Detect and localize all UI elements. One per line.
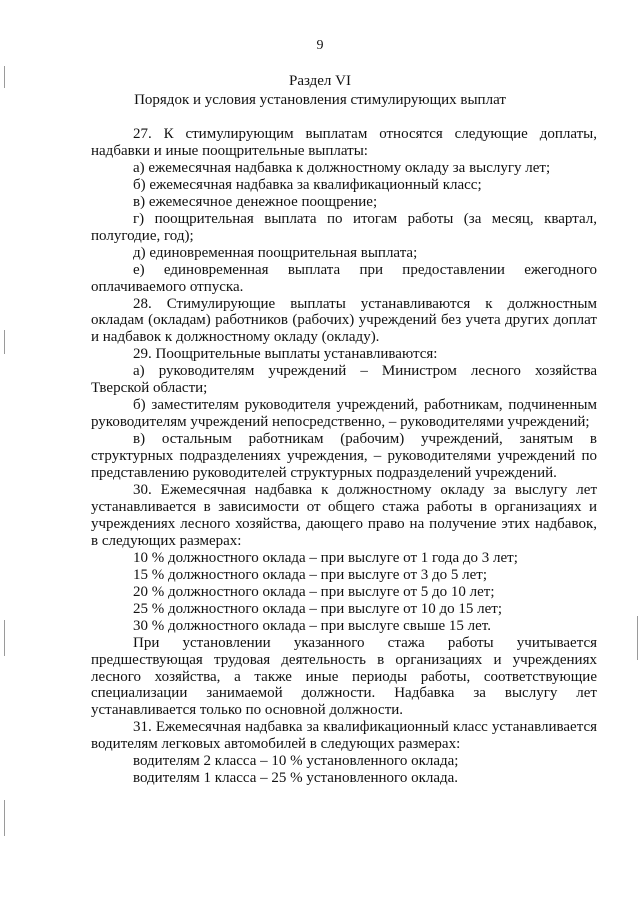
document-body [91,126,597,787]
list-item-27a: а) ежемесячная надбавка к должностному окладу за выслугу лет; [133,159,551,176]
scan-edge-mark [4,330,5,354]
list-item-29c: в) остальным работникам (рабочим) учреждений, занятым в структурных подразделениях учреждения, – руководителями учреждений по представлению руководителей структурных подразделений учреждений. [91,431,597,482]
paragraph-31: 31. Ежемесячная надбавка за квалификационный класс устанавливается водителям легковых автомобилей в следующих размерах: [91,719,597,753]
scan-edge-mark [4,620,5,656]
paragraph-29: 29. Поощрительные выплаты устанавливаются: [133,346,438,363]
driver-rate-1: водителям 2 класса – 10 % установленного оклада; [133,753,459,770]
list-item-27b: б) ежемесячная надбавка за квалификационный класс; [133,176,482,193]
list-item-27c: в) ежемесячное денежное поощрение; [133,193,378,210]
paragraph-27: 27. К стимулирующим выплатам относятся следующие доплаты, надбавки и иные поощрительные выплаты: [91,126,597,159]
paragraph-30-note: При установлении указанного стажа работы учитывается предшествующая трудовая деятельность в организациях и учреждениях лесного хозяйства, а также иные периоды работы, соответствующие специализации занимаемой должности. Надбавка за выслугу лет устанавливается только по основной должности. [91,634,597,719]
section-title: Раздел VI [288,73,351,89]
list-item-27f: е) единовременная выплата при предоставлении ежегодного оплачиваемого отпуска. [91,261,597,295]
page-number: 9 [316,38,324,53]
driver-rate-2: водителям 1 класса – 25 % установленного оклада. [133,770,459,787]
scan-edge-mark [4,800,5,836]
scan-edge-mark [4,66,5,88]
paragraph-30: 30. Ежемесячная надбавка к должностному окладу за выслугу лет устанавливается в зависимости от общего стажа работы в организациях и учреждениях лесного хозяйства, дающего право на получение этих надбавок, в следующих размерах: [91,482,597,549]
list-item-29a: а) руководителям учреждений – Министром лесного хозяйства Тверской области; [91,363,597,397]
list-item-27e: д) единовременная поощрительная выплата; [133,244,418,261]
section-subtitle: Порядок и условия установления стимулирующих выплат [134,92,506,108]
rate-item-1: 10 % должностного оклада – при выслуге от 1 года до 3 лет; [133,549,518,566]
rate-item-5: 30 % должностного оклада – при выслуге свыше 15 лет. [133,617,491,634]
rate-item-2: 15 % должностного оклада – при выслуге от 3 до 5 лет; [133,566,487,583]
scan-edge-mark [637,616,638,660]
list-item-27d: г) поощрительная выплата по итогам работы (за месяц, квартал, полугодие, год); [91,210,597,244]
paragraph-28: 28. Стимулирующие выплаты устанавливаются к должностным окладам (окладам) работников (рабочих) учреждений без учета других доплат и надбавок к должностному окладу (окладу). [91,295,597,346]
rate-item-3: 20 % должностного оклада – при выслуге от 5 до 10 лет; [133,583,495,600]
list-item-29b: б) заместителям руководителя учреждений, работникам, подчиненным руководителям учреждений непосредственно, – руководителями учреждений; [91,397,597,431]
rate-item-4: 25 % должностного оклада – при выслуге от 10 до 15 лет; [133,600,502,617]
